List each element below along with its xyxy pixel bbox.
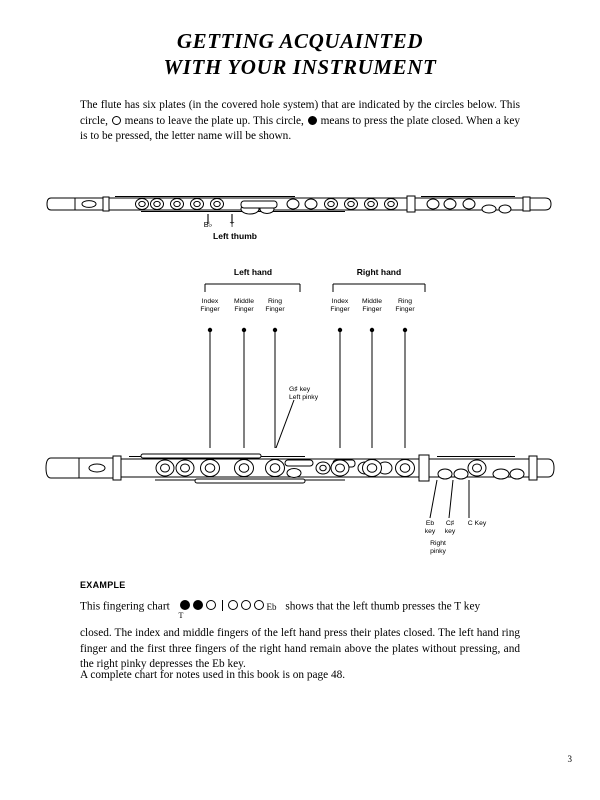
example-final-note: A complete chart for notes used in this book is on page 48. bbox=[80, 669, 346, 681]
left-ring-label: Ring Finger bbox=[265, 298, 285, 313]
left-middle-label: Middle Finger bbox=[233, 298, 255, 313]
fingering-chart-example bbox=[178, 598, 277, 620]
example-body: closed. The index and middle fingers of the left hand press their plates closed. The left hand ring finger and the first three fingers of the right hand remain above the plates without pressing, and the right pinky depresses the Eb key. bbox=[80, 627, 520, 670]
eb-key-label: Eb key bbox=[424, 520, 436, 535]
intro-part-1: The flute has six plates (in the covered hole system) that are indicated by the circles below. This circle, bbox=[80, 99, 520, 127]
example-line-1-pre: This fingering chart bbox=[80, 600, 170, 613]
csharp-key-label: C♯ key bbox=[444, 520, 456, 535]
example-heading: EXAMPLE bbox=[80, 580, 126, 590]
bb-key-label: B♭ bbox=[203, 220, 213, 229]
callout-lines bbox=[45, 268, 555, 448]
example-line-1 bbox=[80, 599, 520, 620]
intro-part-2: means to leave the plate up. This circle, bbox=[124, 114, 304, 127]
flute-top-illustration bbox=[45, 168, 555, 248]
right-ring-label: Ring Finger bbox=[395, 298, 415, 313]
c-key-label: C Key bbox=[467, 520, 487, 527]
example-line-1-post: shows that the left thumb presses the T key bbox=[285, 600, 481, 613]
open-plate-circle-icon bbox=[112, 116, 121, 125]
right-index-label: Index Finger bbox=[330, 298, 350, 313]
title-line-2: WITH YOUR INSTRUMENT bbox=[163, 55, 437, 79]
flute-bottom-illustration bbox=[45, 440, 555, 555]
left-hand-group-label: Left hand bbox=[233, 267, 273, 277]
right-middle-label: Middle Finger bbox=[361, 298, 383, 313]
gsharp-key-label: G♯ key Left pinky bbox=[289, 386, 319, 401]
t-key-label: T bbox=[229, 220, 235, 229]
left-index-label: Index Finger bbox=[200, 298, 220, 313]
closed-plate-circle-icon bbox=[308, 116, 317, 125]
title-line-1: GETTING ACQUAINTED bbox=[176, 29, 424, 53]
right-hand-group-label: Right hand bbox=[356, 267, 402, 277]
right-pinky-label: Right pinky bbox=[430, 540, 446, 555]
finger-callouts bbox=[45, 268, 555, 448]
chart-eb-label: Eb bbox=[266, 602, 277, 612]
flute-bottom-diagram bbox=[45, 440, 555, 555]
flute-top-diagram bbox=[45, 168, 555, 248]
page-number: 3 bbox=[567, 754, 572, 764]
intro-paragraph bbox=[80, 98, 520, 145]
page-title bbox=[0, 28, 600, 80]
intro-part-3: means to press the plate closed. When a key is to be pressed, the letter name will be shown. bbox=[80, 114, 520, 142]
chart-thumb-marker: T bbox=[178, 611, 184, 620]
left-thumb-label: Left thumb bbox=[213, 231, 257, 241]
